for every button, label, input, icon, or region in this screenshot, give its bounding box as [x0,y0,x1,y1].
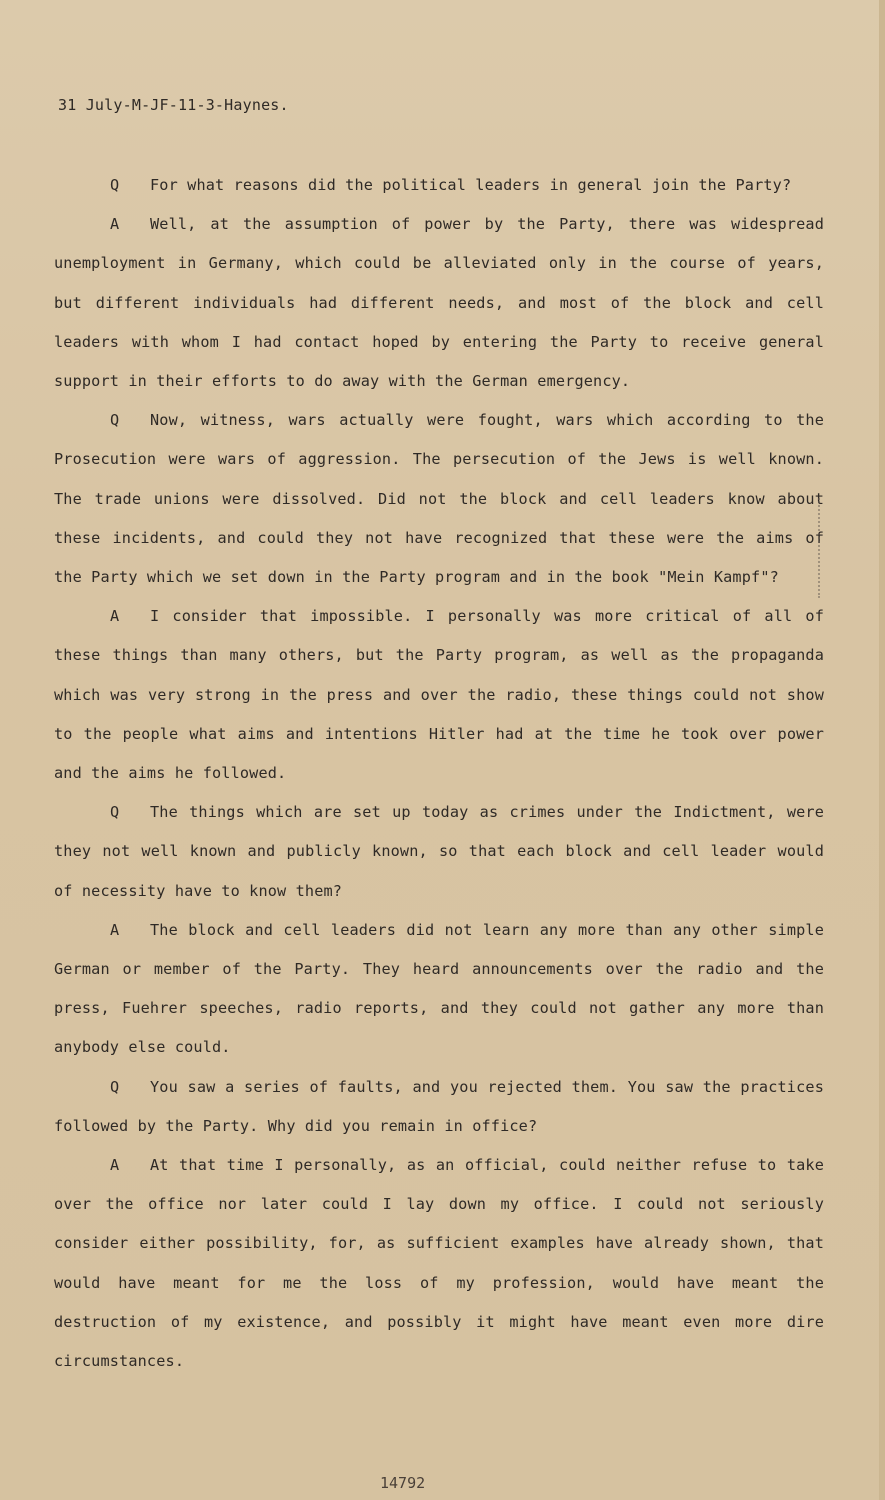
margin-mark [818,498,823,598]
paragraph-q3 [54,793,824,911]
speaker-label: Q [110,176,120,194]
paragraph-q1 [54,166,824,205]
paragraph-text: At that time I personally, as an official, could neither refuse to take over the office nor later could I lay down my office. I could not seriously consider either possibility, for, as sufficient examples have already shown, that would have meant for me the loss of my profession, would have meant the destruction of my existence, and possibly it might have meant even more dire circumstances. [54,1156,824,1371]
paragraph-q2 [54,401,824,597]
paragraph-a1 [54,205,824,401]
speaker-label: A [110,920,120,939]
speaker-label: Q [110,803,120,822]
speaker-label: Q [110,1077,120,1096]
document-header: 31 July-M-JF-11-3-Haynes. [58,96,289,114]
paragraph-q4 [54,1068,824,1146]
speaker-label: A [110,607,120,626]
page-number: 14792 [380,1474,426,1492]
paragraph-a3 [54,911,824,1068]
paragraph-text: The block and cell leaders did not learn any more than any other simple German or member of the Party. They heard announcements over the radio and the press, Fuehrer speeches, radio reports, and they could not gather any more than anybody else could. [54,920,824,1057]
speaker-label: A [110,215,120,234]
speaker-label: A [110,1156,120,1175]
paragraph-text: For what reasons did the political leaders in general join the Party? [150,176,792,194]
paragraph-text: Well, at the assumption of power by the Party, there was widespread unemployment in Germany, which could be alleviated only in the course of years, but different individuals had different needs, and most of the block and cell leaders with whom I had contact hoped by entering the Party to receive general support in their efforts to do away with the German emergency. [54,215,824,391]
paragraph-text: The things which are set up today as crimes under the Indictment, were they not well known and publicly known, so that each block and cell leader would of necessity have to know them? [54,803,824,900]
speaker-label: Q [110,411,120,430]
paragraph-text: Now, witness, wars actually were fought, wars which according to the Prosecution were wars of aggression. The persecution of the Jews is well known. The trade unions were dissolved. Did not the block and cell leaders know about these incidents, and could they not have recognized that these were the aims of the Party which we set down in the Party program and in the book "Mein Kampf"? [54,411,824,587]
paragraph-text: You saw a series of faults, and you rejected them. You saw the practices followed by the Party. Why did you remain in office? [54,1077,824,1135]
testimony-body [54,166,824,1381]
paragraph-text: I consider that impossible. I personally was more critical of all of these things than many others, but the Party program, as well as the propaganda which was very strong in the press and over the radio, these things could not show to the people what aims and intentions Hitler had at the time he took over power and the aims he followed. [54,607,824,783]
paragraph-a2 [54,597,824,793]
paragraph-a4 [54,1146,824,1381]
